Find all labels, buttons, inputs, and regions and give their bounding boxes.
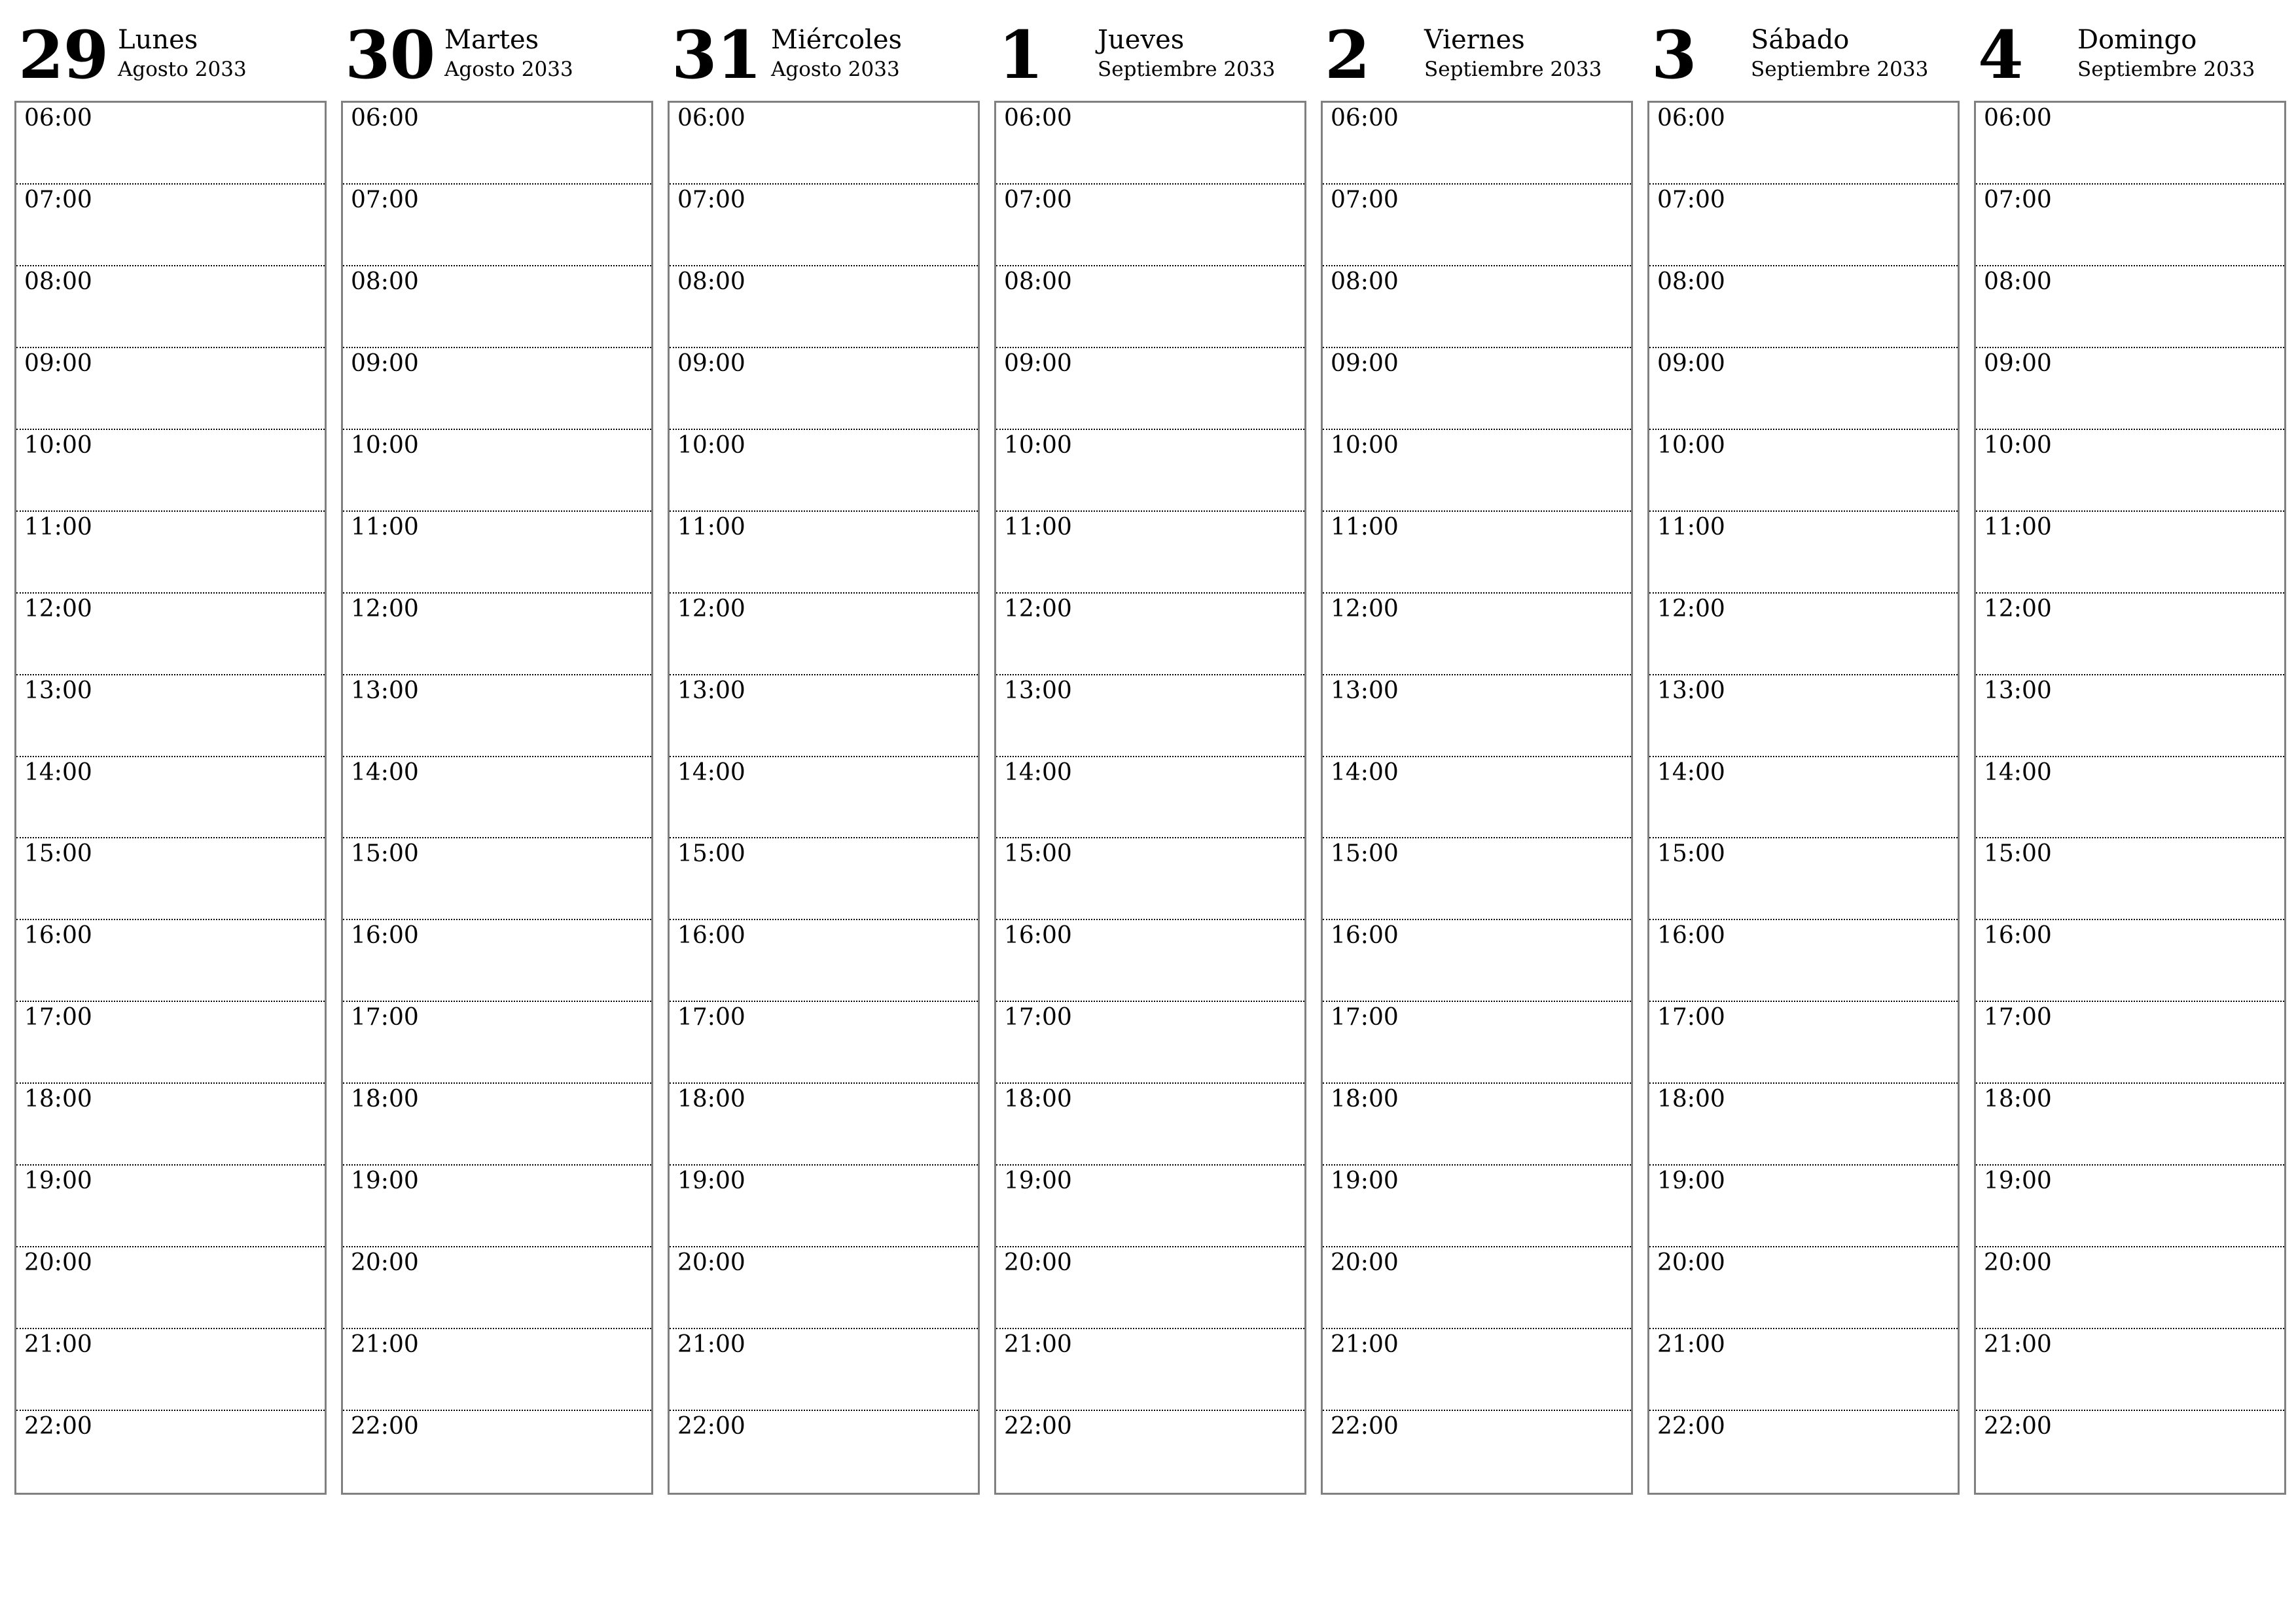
hour-label: 17:00 xyxy=(24,1004,92,1031)
day-info xyxy=(444,16,573,82)
hour-slot[interactable] xyxy=(1976,266,2284,348)
hour-slot[interactable] xyxy=(16,1247,325,1329)
hour-label: 06:00 xyxy=(1004,105,1072,132)
day-month: Agosto 2033 xyxy=(118,58,247,81)
hour-label: 08:00 xyxy=(1004,268,1072,295)
hour-label: 09:00 xyxy=(1004,349,1072,377)
hour-slot[interactable] xyxy=(996,348,1304,430)
hour-slot[interactable] xyxy=(16,594,325,675)
hour-slot[interactable] xyxy=(1649,430,1958,512)
hour-slot[interactable] xyxy=(996,1166,1304,1247)
hour-label: 15:00 xyxy=(351,840,419,868)
hour-label: 08:00 xyxy=(1657,268,1725,295)
hour-label: 11:00 xyxy=(677,513,745,541)
day-month: Septiembre 2033 xyxy=(2077,58,2255,81)
hour-label: 12:00 xyxy=(1657,595,1725,622)
hour-label: 08:00 xyxy=(1331,268,1399,295)
hour-slot[interactable] xyxy=(1323,1329,1631,1411)
hour-label: 14:00 xyxy=(1004,758,1072,786)
hour-label: 10:00 xyxy=(1331,431,1399,459)
hour-slot[interactable] xyxy=(1649,1084,1958,1166)
hour-label: 18:00 xyxy=(24,1086,92,1113)
hour-slot[interactable] xyxy=(1976,1166,2284,1247)
hour-label: 17:00 xyxy=(1984,1004,2052,1031)
hour-label: 22:00 xyxy=(351,1413,419,1440)
hour-slot[interactable] xyxy=(1649,675,1958,757)
hour-label: 07:00 xyxy=(677,186,745,213)
day-name: Domingo xyxy=(2077,25,2197,55)
hour-label: 15:00 xyxy=(1004,840,1072,868)
hour-slot[interactable] xyxy=(1649,1411,1958,1493)
hour-label: 17:00 xyxy=(677,1004,745,1031)
hour-label: 15:00 xyxy=(24,840,92,868)
hour-slot[interactable] xyxy=(1649,1247,1958,1329)
day-number: 4 xyxy=(1978,16,2023,94)
hour-label: 13:00 xyxy=(1331,677,1399,704)
hour-label: 22:00 xyxy=(1004,1413,1072,1440)
hour-label: 21:00 xyxy=(1984,1331,2052,1359)
day-info xyxy=(2077,16,2255,82)
day-info xyxy=(1098,16,1275,82)
hour-slot[interactable] xyxy=(1323,757,1631,839)
hour-slot[interactable] xyxy=(1323,838,1631,920)
hour-label: 22:00 xyxy=(1984,1413,2052,1440)
hour-label: 12:00 xyxy=(1004,595,1072,622)
hour-slot[interactable] xyxy=(670,1166,978,1247)
hour-label: 19:00 xyxy=(1331,1168,1399,1195)
hour-label: 16:00 xyxy=(1657,922,1725,950)
hour-label: 06:00 xyxy=(677,105,745,132)
hour-grid xyxy=(668,101,980,1495)
hour-label: 11:00 xyxy=(351,513,419,541)
day-header xyxy=(1321,16,1633,101)
hour-slot[interactable] xyxy=(996,103,1304,185)
hour-label: 22:00 xyxy=(24,1413,92,1440)
hour-label: 16:00 xyxy=(1004,922,1072,950)
day-column xyxy=(341,16,653,1495)
hour-slot[interactable] xyxy=(16,1329,325,1411)
hour-slot[interactable] xyxy=(1649,838,1958,920)
hour-label: 06:00 xyxy=(24,105,92,132)
hour-label: 06:00 xyxy=(1657,105,1725,132)
day-header xyxy=(1647,16,1960,101)
hour-label: 19:00 xyxy=(1657,1168,1725,1195)
hour-slot[interactable] xyxy=(16,348,325,430)
hour-label: 13:00 xyxy=(1984,677,2052,704)
hour-label: 14:00 xyxy=(351,758,419,786)
hour-grid xyxy=(1974,101,2286,1495)
day-info xyxy=(1751,16,1928,82)
day-number: 31 xyxy=(672,16,762,94)
day-name: Miércoles xyxy=(771,25,903,55)
hour-label: 06:00 xyxy=(1331,105,1399,132)
hour-slot[interactable] xyxy=(343,1247,651,1329)
hour-label: 10:00 xyxy=(1004,431,1072,459)
hour-slot[interactable] xyxy=(343,348,651,430)
hour-label: 21:00 xyxy=(24,1331,92,1359)
hour-label: 21:00 xyxy=(351,1331,419,1359)
hour-slot[interactable] xyxy=(996,675,1304,757)
hour-slot[interactable] xyxy=(343,675,651,757)
hour-slot[interactable] xyxy=(670,103,978,185)
hour-label: 15:00 xyxy=(1331,840,1399,868)
hour-slot[interactable] xyxy=(1323,1002,1631,1084)
hour-label: 16:00 xyxy=(1331,922,1399,950)
hour-label: 12:00 xyxy=(1984,595,2052,622)
hour-label: 15:00 xyxy=(677,840,745,868)
hour-slot[interactable] xyxy=(343,838,651,920)
hour-slot[interactable] xyxy=(670,920,978,1002)
hour-slot[interactable] xyxy=(670,838,978,920)
hour-label: 17:00 xyxy=(351,1004,419,1031)
hour-slot[interactable] xyxy=(1649,348,1958,430)
day-name: Lunes xyxy=(118,25,198,55)
hour-slot[interactable] xyxy=(343,757,651,839)
hour-slot[interactable] xyxy=(343,103,651,185)
hour-grid xyxy=(1647,101,1960,1495)
hour-label: 11:00 xyxy=(1331,513,1399,541)
hour-slot[interactable] xyxy=(1976,430,2284,512)
hour-label: 18:00 xyxy=(351,1086,419,1113)
hour-slot[interactable] xyxy=(1323,512,1631,594)
hour-slot[interactable] xyxy=(996,1411,1304,1493)
hour-label: 20:00 xyxy=(1331,1249,1399,1277)
hour-label: 14:00 xyxy=(24,758,92,786)
day-header xyxy=(1974,16,2286,101)
hour-label: 22:00 xyxy=(677,1413,745,1440)
hour-slot[interactable] xyxy=(1649,266,1958,348)
hour-slot[interactable] xyxy=(343,1084,651,1166)
hour-label: 06:00 xyxy=(351,105,419,132)
day-number: 29 xyxy=(18,16,109,94)
day-info xyxy=(118,16,247,82)
hour-slot[interactable] xyxy=(996,430,1304,512)
hour-slot[interactable] xyxy=(1323,1247,1631,1329)
hour-grid xyxy=(994,101,1306,1495)
day-number: 3 xyxy=(1651,16,1696,94)
hour-label: 07:00 xyxy=(1004,186,1072,213)
hour-label: 18:00 xyxy=(1657,1086,1725,1113)
hour-label: 21:00 xyxy=(1004,1331,1072,1359)
hour-label: 19:00 xyxy=(1984,1168,2052,1195)
hour-label: 07:00 xyxy=(1657,186,1725,213)
hour-slot[interactable] xyxy=(343,185,651,266)
day-header xyxy=(14,16,327,101)
day-info xyxy=(771,16,902,82)
hour-label: 12:00 xyxy=(677,595,745,622)
hour-slot[interactable] xyxy=(1976,1084,2284,1166)
day-column xyxy=(994,16,1306,1495)
hour-label: 09:00 xyxy=(677,349,745,377)
hour-slot[interactable] xyxy=(670,1002,978,1084)
day-header xyxy=(341,16,653,101)
hour-slot[interactable] xyxy=(1976,512,2284,594)
hour-slot[interactable] xyxy=(996,1247,1304,1329)
hour-label: 08:00 xyxy=(24,268,92,295)
hour-slot[interactable] xyxy=(16,1084,325,1166)
hour-slot[interactable] xyxy=(1323,1166,1631,1247)
hour-label: 10:00 xyxy=(677,431,745,459)
hour-label: 18:00 xyxy=(1984,1086,2052,1113)
hour-label: 17:00 xyxy=(1657,1004,1725,1031)
hour-label: 09:00 xyxy=(1331,349,1399,377)
hour-slot[interactable] xyxy=(996,920,1304,1002)
hour-label: 17:00 xyxy=(1331,1004,1399,1031)
hour-label: 11:00 xyxy=(1657,513,1725,541)
hour-label: 07:00 xyxy=(351,186,419,213)
hour-slot[interactable] xyxy=(1976,348,2284,430)
hour-label: 13:00 xyxy=(24,677,92,704)
hour-label: 10:00 xyxy=(351,431,419,459)
hour-slot[interactable] xyxy=(670,1411,978,1493)
hour-slot[interactable] xyxy=(343,920,651,1002)
hour-slot[interactable] xyxy=(1976,757,2284,839)
hour-slot[interactable] xyxy=(1649,757,1958,839)
hour-slot[interactable] xyxy=(1649,512,1958,594)
hour-label: 21:00 xyxy=(1657,1331,1725,1359)
hour-label: 16:00 xyxy=(677,922,745,950)
hour-slot[interactable] xyxy=(16,266,325,348)
hour-slot[interactable] xyxy=(1976,838,2284,920)
hour-slot[interactable] xyxy=(343,1002,651,1084)
day-column xyxy=(668,16,980,1495)
hour-label: 07:00 xyxy=(1331,186,1399,213)
hour-slot[interactable] xyxy=(343,512,651,594)
hour-label: 10:00 xyxy=(1984,431,2052,459)
hour-label: 11:00 xyxy=(1004,513,1072,541)
hour-label: 21:00 xyxy=(677,1331,745,1359)
hour-label: 12:00 xyxy=(351,595,419,622)
hour-slot[interactable] xyxy=(670,757,978,839)
day-number: 1 xyxy=(998,16,1043,94)
day-info xyxy=(1424,16,1602,82)
hour-slot[interactable] xyxy=(16,1166,325,1247)
hour-label: 18:00 xyxy=(1331,1086,1399,1113)
hour-label: 20:00 xyxy=(1004,1249,1072,1277)
hour-slot[interactable] xyxy=(1649,594,1958,675)
day-name: Viernes xyxy=(1424,25,1525,55)
hour-label: 15:00 xyxy=(1657,840,1725,868)
hour-slot[interactable] xyxy=(1323,348,1631,430)
hour-slot[interactable] xyxy=(16,185,325,266)
hour-slot[interactable] xyxy=(1323,675,1631,757)
hour-slot[interactable] xyxy=(996,266,1304,348)
hour-label: 12:00 xyxy=(1331,595,1399,622)
hour-grid xyxy=(1321,101,1633,1495)
hour-label: 10:00 xyxy=(1657,431,1725,459)
hour-label: 15:00 xyxy=(1984,840,2052,868)
hour-slot[interactable] xyxy=(996,1329,1304,1411)
hour-slot[interactable] xyxy=(1323,920,1631,1002)
hour-label: 08:00 xyxy=(677,268,745,295)
hour-label: 07:00 xyxy=(24,186,92,213)
hour-slot[interactable] xyxy=(670,1247,978,1329)
hour-label: 20:00 xyxy=(24,1249,92,1277)
hour-slot[interactable] xyxy=(1649,103,1958,185)
hour-slot[interactable] xyxy=(343,1329,651,1411)
weekly-planner xyxy=(14,16,2286,1495)
hour-slot[interactable] xyxy=(343,430,651,512)
hour-label: 10:00 xyxy=(24,431,92,459)
hour-slot[interactable] xyxy=(670,430,978,512)
hour-slot[interactable] xyxy=(996,512,1304,594)
hour-label: 19:00 xyxy=(24,1168,92,1195)
hour-slot[interactable] xyxy=(996,185,1304,266)
day-name: Martes xyxy=(444,25,539,55)
hour-slot[interactable] xyxy=(16,1411,325,1493)
hour-slot[interactable] xyxy=(1976,1247,2284,1329)
hour-label: 13:00 xyxy=(1657,677,1725,704)
hour-slot[interactable] xyxy=(1323,1084,1631,1166)
hour-slot[interactable] xyxy=(996,838,1304,920)
hour-grid xyxy=(341,101,653,1495)
hour-label: 11:00 xyxy=(1984,513,2052,541)
hour-slot[interactable] xyxy=(670,594,978,675)
hour-label: 07:00 xyxy=(1984,186,2052,213)
hour-label: 13:00 xyxy=(1004,677,1072,704)
hour-label: 09:00 xyxy=(1984,349,2052,377)
hour-slot[interactable] xyxy=(670,1084,978,1166)
hour-slot[interactable] xyxy=(1323,1411,1631,1493)
hour-slot[interactable] xyxy=(1323,266,1631,348)
day-header xyxy=(994,16,1306,101)
hour-label: 19:00 xyxy=(677,1168,745,1195)
hour-slot[interactable] xyxy=(1976,1002,2284,1084)
hour-label: 16:00 xyxy=(24,922,92,950)
hour-label: 13:00 xyxy=(677,677,745,704)
hour-slot[interactable] xyxy=(1976,1411,2284,1493)
hour-slot[interactable] xyxy=(16,103,325,185)
hour-label: 18:00 xyxy=(1004,1086,1072,1113)
hour-slot[interactable] xyxy=(670,1329,978,1411)
hour-slot[interactable] xyxy=(1649,185,1958,266)
hour-label: 20:00 xyxy=(1657,1249,1725,1277)
hour-slot[interactable] xyxy=(343,1411,651,1493)
hour-label: 21:00 xyxy=(1331,1331,1399,1359)
day-month: Septiembre 2033 xyxy=(1098,58,1276,81)
hour-label: 20:00 xyxy=(677,1249,745,1277)
hour-label: 18:00 xyxy=(677,1086,745,1113)
day-month: Septiembre 2033 xyxy=(1751,58,1929,81)
hour-slot[interactable] xyxy=(1976,185,2284,266)
hour-slot[interactable] xyxy=(343,594,651,675)
hour-slot[interactable] xyxy=(1323,185,1631,266)
hour-slot[interactable] xyxy=(1976,594,2284,675)
day-column xyxy=(1321,16,1633,1495)
hour-slot[interactable] xyxy=(16,1002,325,1084)
hour-slot[interactable] xyxy=(1649,1002,1958,1084)
day-name: Sábado xyxy=(1751,25,1850,55)
hour-label: 22:00 xyxy=(1657,1413,1725,1440)
hour-slot[interactable] xyxy=(16,838,325,920)
day-column xyxy=(14,16,327,1495)
hour-label: 19:00 xyxy=(351,1168,419,1195)
hour-label: 14:00 xyxy=(1657,758,1725,786)
hour-slot[interactable] xyxy=(1649,920,1958,1002)
hour-slot[interactable] xyxy=(1976,1329,2284,1411)
day-month: Agosto 2033 xyxy=(771,58,900,81)
hour-label: 20:00 xyxy=(351,1249,419,1277)
hour-label: 11:00 xyxy=(24,513,92,541)
day-name: Jueves xyxy=(1098,25,1185,55)
hour-label: 16:00 xyxy=(351,922,419,950)
hour-grid xyxy=(14,101,327,1495)
hour-label: 16:00 xyxy=(1984,922,2052,950)
hour-label: 17:00 xyxy=(1004,1004,1072,1031)
hour-label: 08:00 xyxy=(351,268,419,295)
day-column xyxy=(1647,16,1960,1495)
hour-label: 06:00 xyxy=(1984,105,2052,132)
hour-slot[interactable] xyxy=(1976,920,2284,1002)
hour-slot[interactable] xyxy=(670,512,978,594)
hour-slot[interactable] xyxy=(343,1166,651,1247)
day-number: 2 xyxy=(1325,16,1370,94)
hour-label: 12:00 xyxy=(24,595,92,622)
hour-label: 14:00 xyxy=(1984,758,2052,786)
day-month: Septiembre 2033 xyxy=(1424,58,1602,81)
hour-slot[interactable] xyxy=(16,757,325,839)
hour-slot[interactable] xyxy=(1649,1166,1958,1247)
hour-label: 09:00 xyxy=(24,349,92,377)
hour-label: 08:00 xyxy=(1984,268,2052,295)
hour-slot[interactable] xyxy=(996,1002,1304,1084)
hour-label: 14:00 xyxy=(677,758,745,786)
hour-slot[interactable] xyxy=(1976,675,2284,757)
hour-label: 09:00 xyxy=(1657,349,1725,377)
hour-slot[interactable] xyxy=(670,348,978,430)
hour-label: 20:00 xyxy=(1984,1249,2052,1277)
hour-label: 09:00 xyxy=(351,349,419,377)
hour-label: 22:00 xyxy=(1331,1413,1399,1440)
day-number: 30 xyxy=(345,16,435,94)
hour-slot[interactable] xyxy=(1976,103,2284,185)
hour-label: 19:00 xyxy=(1004,1168,1072,1195)
hour-slot[interactable] xyxy=(670,675,978,757)
day-month: Agosto 2033 xyxy=(444,58,573,81)
hour-slot[interactable] xyxy=(16,430,325,512)
day-header xyxy=(668,16,980,101)
hour-slot[interactable] xyxy=(996,757,1304,839)
hour-slot[interactable] xyxy=(996,1084,1304,1166)
hour-label: 13:00 xyxy=(351,677,419,704)
hour-slot[interactable] xyxy=(16,920,325,1002)
hour-slot[interactable] xyxy=(1323,594,1631,675)
hour-label: 14:00 xyxy=(1331,758,1399,786)
hour-slot[interactable] xyxy=(16,675,325,757)
hour-slot[interactable] xyxy=(1649,1329,1958,1411)
hour-slot[interactable] xyxy=(1323,103,1631,185)
hour-slot[interactable] xyxy=(670,266,978,348)
day-column xyxy=(1974,16,2286,1495)
hour-slot[interactable] xyxy=(670,185,978,266)
hour-slot[interactable] xyxy=(343,266,651,348)
hour-slot[interactable] xyxy=(16,512,325,594)
hour-slot[interactable] xyxy=(996,594,1304,675)
hour-slot[interactable] xyxy=(1323,430,1631,512)
